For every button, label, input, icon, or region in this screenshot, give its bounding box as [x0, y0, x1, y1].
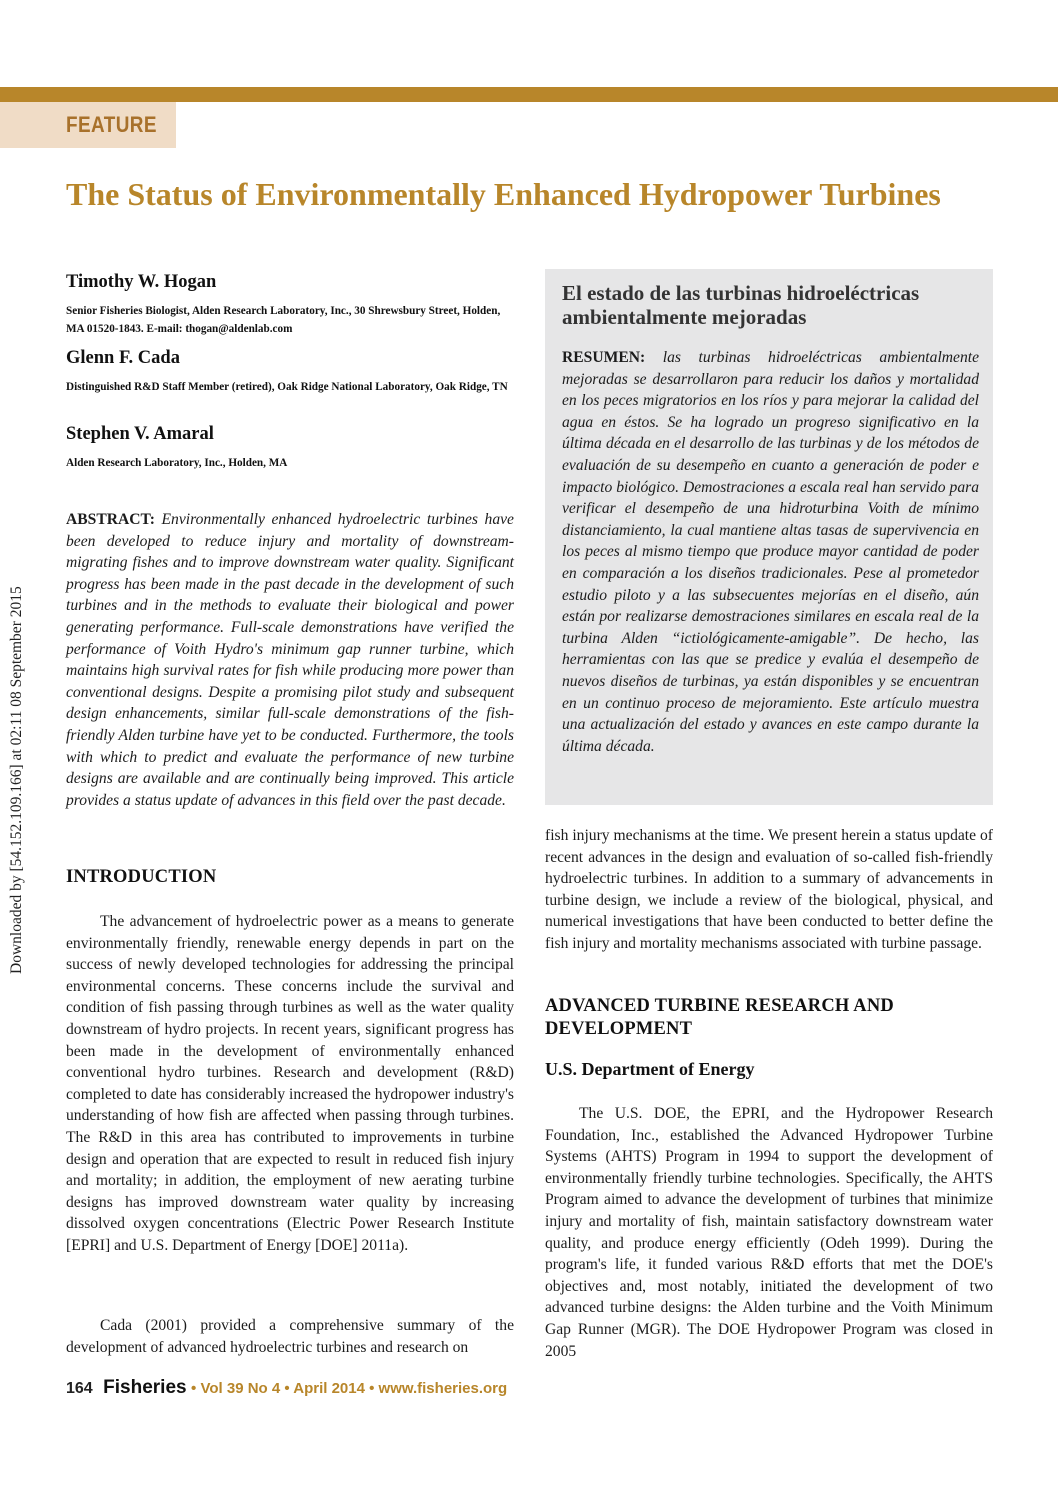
intro-paragraph: Cada (2001) provided a comprehensive summary of the development of advanced hydroelectric turbines and research on [66, 1317, 514, 1356]
author-affiliation: Alden Research Laboratory, Inc., Holden, MA [66, 457, 288, 469]
resumen-text [562, 347, 979, 757]
section-tab [0, 102, 176, 148]
abstract-text: Environmentally enhanced hydroelectric turbines have been developed to reduce injury and mortality of downstream-migrating fishes and to improve downstream water quality. Significant progress has been made in the past decade in the development of such turbines and in the methods to evaluate their biological and power generating performance. Full-scale demonstrations have verified the performance of Voith Hydro's minimum gap runner turbine, which maintains high survival rates for fish while producing more power than conventional designs. Despite a promising pilot study and subsequent design enhancements, similar full-scale demonstrations of the fish-friendly Alden turbine have yet to be conducted. Furthermore, the tools with which to predict and evaluate the performance of new turbine designs are available and are continually being improved. This article provides a status update of advances in this field over the past decade. [66, 511, 514, 809]
page-footer [66, 1377, 507, 1399]
author-name: Timothy W. Hogan [66, 272, 217, 292]
resumen-label: RESUMEN: [562, 349, 646, 366]
doe-paragraph: The U.S. DOE, the EPRI, and the Hydropower Research Foundation, Inc., established the Advanced Hydropower Turbine Systems (AHTS) Program in 1994 to support the development of environmentally friendly turbine technologies. Specifically, the AHTS Program aimed to advance the development of turbines that minimize injury and mortality of fish, maintain satisfactory downstream water quality, and produce energy efficiently (Odeh 1999). During the program's life, it funded various R&D efforts that met the DOE's objectives and, most notably, initiated the development of two advanced turbine designs: the Alden turbine and the Voith Minimum Gap Runner (MGR). The DOE Hydropower Program was closed in 2005 [545, 1105, 993, 1360]
issue-info: • Vol 39 No 4 • April 2014 • www.fisheries.org [191, 1380, 508, 1397]
download-note: Downloaded by [54.152.109.166] at 02:11 08 September 2015 [8, 586, 25, 974]
author-name: Stephen V. Amaral [66, 424, 214, 444]
journal-name: Fisheries [103, 1377, 187, 1398]
author-affiliation: Senior Fisheries Biologist, Alden Research Laboratory, Inc., 30 Shrewsbury Street, Holden, MA 01520-1843. E-mail: thogan@aldenlab.com [66, 305, 501, 335]
author-name: Glenn F. Cada [66, 348, 180, 368]
section-heading-introduction: INTRODUCTION [66, 867, 217, 887]
resumen-title: El estado de las turbinas hidroeléctricas ambientalmente mejoradas [562, 281, 920, 329]
author-affiliation: Distinguished R&D Staff Member (retired), Oak Ridge National Laboratory, Oak Ridge, TN [66, 381, 508, 393]
page-number: 164 [66, 1380, 93, 1397]
article-title: The Status of Environmentally Enhanced Hydropower Turbines [66, 176, 941, 212]
section-tab-label: FEATURE [66, 112, 157, 137]
intro-paragraph-continued: fish injury mechanisms at the time. We present herein a status update of recent advances in the design and evaluation of so-called fish-friendly hydroelectric turbines. In addition to a summary of advancements in turbine design, we include a review of the biological, physical, and numerical investigations that have been conducted to better define the fish injury and mortality mechanisms associated with turbine passage. [545, 827, 993, 952]
header-rule [0, 87, 1058, 102]
intro-paragraph: The advancement of hydroelectric power as a means to generate environmentally friendly, renewable energy depends in part on the success of newly developed technologies for addressing the principal environmental concerns. These concerns include the survival and condition of fish passing through turbines as well as the water quality downstream of hydro projects. In recent years, significant progress has been made in the development of environmentally enhanced conventional hydro turbines. Research and development (R&D) completed to date has considerably increased the hydropower industry's understanding of how fish are affected when passing through turbines. The R&D in this area has contributed to improvements in turbine design and operation that are expected to result in reduced fish injury and mortality; in addition, the employment of new aerating turbine designs has improved downstream water quality by increasing dissolved oxygen concentrations (Electric Power Research Institute [EPRI] and U.S. Department of Energy [DOE] 2011a). [66, 913, 514, 1254]
section-heading-advanced: ADVANCED TURBINE RESEARCH AND DEVELOPMENT [545, 996, 894, 1039]
resumen-body-text: las turbinas hidroeléctricas ambientalmente mejoradas se desarrollaron para reducir los daños y mortalidad en los peces migratorios en los ríos y para mejorar la calidad del agua en éstos. Se ha logrado un progreso significativo en la última década en el desarrollo de las turbinas y de los métodos de evaluación de su desempeño en cuanto a generación de poder e impacto biológico. Demostraciones a escala real han servido para verificar el desempeño de una hidroturbina Voith de mínimo distanciamiento, la cual mantiene altas tasas de supervivencia en los peces al mismo tiempo que produce mayor cantidad de poder en comparación a los diseños tradicionales. Pese al prometedor estudio piloto y a las subsecuentes mejorías en el diseño, aún están por realizarse demostraciones similares en escala real de la turbina Alden “ictiológicamente-amigable”. De hecho, las herramientas con las que se predice y evalúa el desempeño de nuevos diseños de turbinas, ya están disponibles y se encuentran en un continuo proceso de mejoramiento. Este artículo muestra una actualización del estado y avances en este campo durante la última década. [562, 349, 980, 755]
abstract [66, 509, 514, 811]
abstract-label: ABSTRACT: [66, 511, 155, 528]
subsection-heading-doe: U.S. Department of Energy [545, 1059, 755, 1079]
